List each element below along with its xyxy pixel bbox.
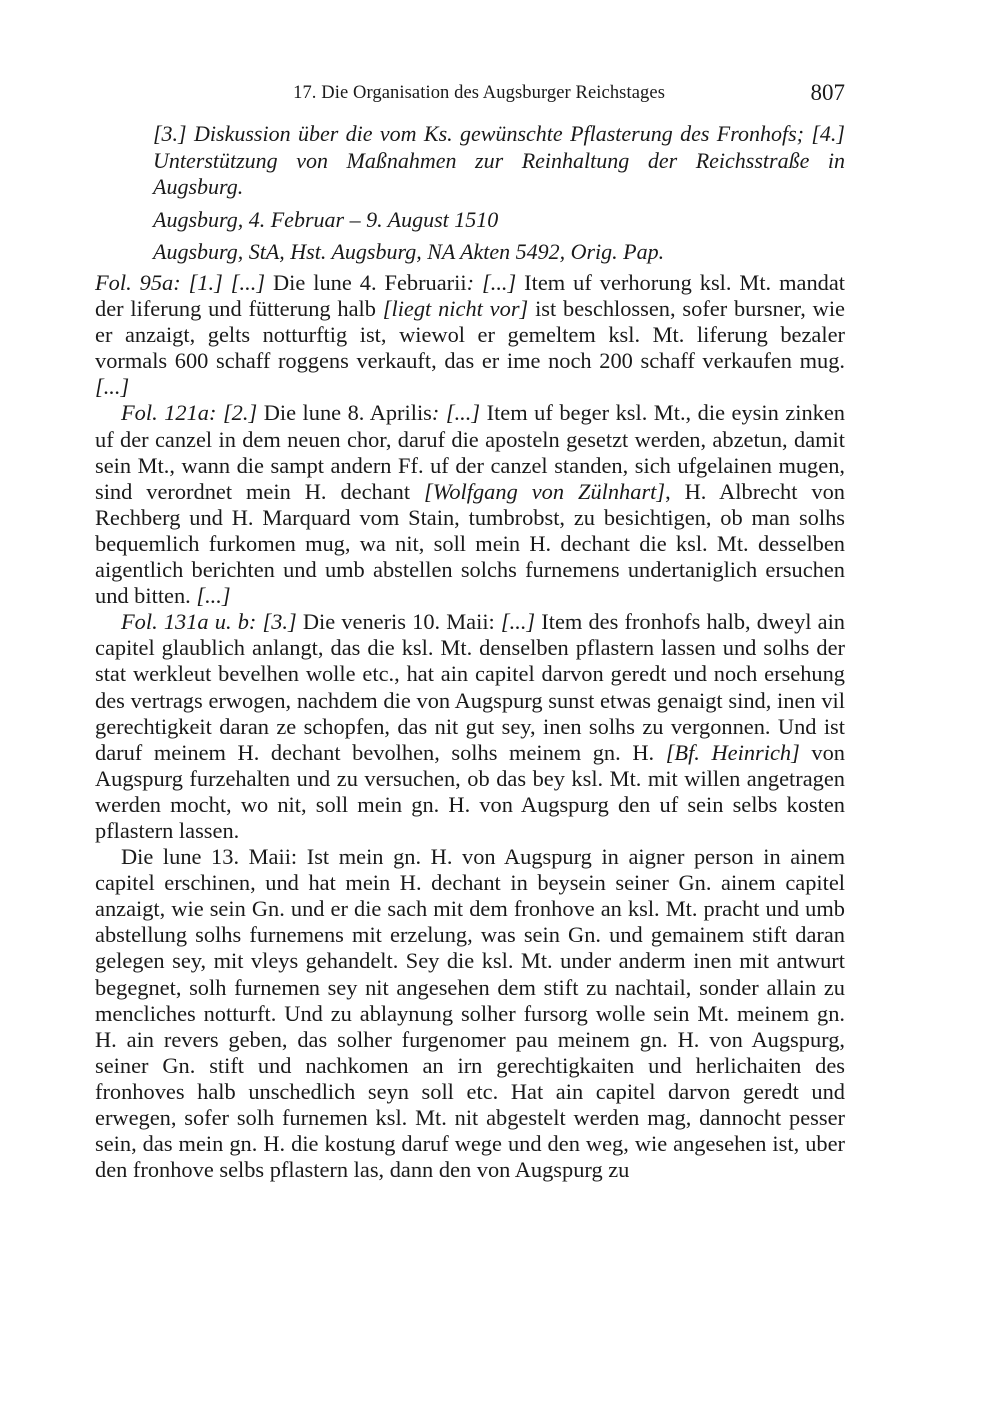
omission-mark: : [...] <box>466 270 517 295</box>
folio-reference: Fol. 131a u. b: [3.] <box>121 609 297 635</box>
document-source: Augsburg, StA, Hst. Augsburg, NA Akten 5492, Orig. Pap. <box>153 239 665 264</box>
omission-mark: [...] <box>500 609 536 635</box>
paragraph-2 <box>95 400 845 609</box>
running-title: 17. Die Organisation des Augsburger Reichstages <box>293 83 665 103</box>
editorial-note: [Wolfgang von Zülnhart] <box>424 478 666 504</box>
text-run: Item des fronhofs halb, dweyl ain capitel glaublich anlangt, das die ksl. Mt. denselben pflastern lassen und solhs der stat werkleut bevelhen wolle etc., hat ain capitel darvon geredt und noch ersehung des vertrags erwogen, nachdem die von Augspurg sunst etwas genaigt sind, inen vil gerechtigkeit daran ze schopfen, das nit gut sey, inen solhs zu vergonnen. Und ist daruf meinem H. dechant bevolhen, solhs meinem gn. H. <box>95 609 845 765</box>
text-run: Die veneris 10. Maii: <box>296 609 501 635</box>
paragraph-4: Die lune 13. Maii: Ist mein gn. H. von Augspurg in aigner person in ainem capitel erschinen, und hat mein H. dechant in beysein seiner Gn. ainem capitel anzaigt, wie sein Gn. und er die sach mit dem fronhove an ksl. Mt. pracht und umb abstellung solhs furnemens mit erzelung, was sein Gn. und gemainem stift daran gelegen sey, mit vleys gehandelt. Sey die ksl. Mt. under anderm inen mit antwurt begegnet, solh furnemen sey nit angesehen dem stift zu nachtail, sonder allain zu mencliches notturft. Und zu ablaynung solher fursorg wolle sein Mt. meinem gn. H. ain revers geben, das solher furgenomer pau meinem gn. H. von Augspurg, seiner Gn. stift und nachkomen an irn gerechtigkaiten und herlichaiten des fronhoves halb unschedlich seyn soll etc. Hat ain capitel darvon geredt und erwegen, sofer solh furnemen ksl. Mt. nit abgestelt werden mag, dannocht pesser sein, das mein gn. H. die kostung daruf wege und den weg, wie angesehen ist, uber den fronhove selbs pflastern las, dann den von Augspurg zu <box>95 844 845 1183</box>
document-title: [3.] Diskussion über die vom Ks. gewünschte Pflasterung des Fronhofs; [4.] Unterstützung von Maßnahmen zur Reinhaltung der Reichsstraße in Augsburg. <box>153 121 845 199</box>
text-run: ist beschlossen, sofer bursner, wie er anzaigt, gelts notturftig ist, wiewol er gemeltem ksl. Mt. liferung bezaler vormals 600 schaff roggens verkauft, das er ime noch 200 schaff verkaufen mug. <box>95 296 845 374</box>
omission-mark: : [...] <box>431 400 481 426</box>
document-date: Augsburg, 4. Februar – 9. August 1510 <box>153 206 499 232</box>
body-text <box>95 270 846 1183</box>
editorial-note: [Bf. Heinrich] <box>665 739 800 765</box>
running-header <box>95 80 845 108</box>
omission-mark: [...] <box>95 374 130 400</box>
paragraph-1 <box>95 270 845 400</box>
editorial-note: [liegt nicht vor] <box>382 296 529 322</box>
page-number: 807 <box>810 80 845 105</box>
folio-reference: Fol. 121a: [2.] <box>121 400 258 426</box>
folio-reference: Fol. 95a: [1.] [...] <box>95 270 266 295</box>
text-run: Item uf beger ksl. Mt., die eysin zinken uf der canzel in dem neuen chor, daruf die aposteln gesetzt werden, abzetun, damit sein Mt., wann die sampt andern Ff. uf der canzel standen, sich ufgelainen mugen, sind verordnet mein H. dechant <box>95 400 845 504</box>
text-run: Die lune 8. Aprilis <box>257 400 432 426</box>
document-heading <box>153 121 845 266</box>
text-run: von Augspurg furzehalten und zu versuchen, ob das bey ksl. Mt. mit willen angetragen werden mocht, wo nit, soll mein gn. H. von Augspurg den uf sein selbs kosten pflastern lassen. <box>95 739 845 843</box>
omission-mark: [...] <box>196 583 231 609</box>
paragraph-3 <box>95 609 845 844</box>
text-run: Item uf verhorung ksl. Mt. mandat der liferung und fütterung halb <box>95 270 846 322</box>
text-run: , H. Albrecht von Rechberg und H. Marquard vom Stain, tumbrobst, zu besichtigen, ob man solhs bequemlich furkomen mug, wa nit, soll mein H. dechant die ksl. Mt. desselben aigentlich berichten und umb abstellen solchs furnemens undertaniglich ersuchen und bitten. <box>95 478 845 609</box>
text-run: Die lune 4. Februarii <box>265 270 467 295</box>
